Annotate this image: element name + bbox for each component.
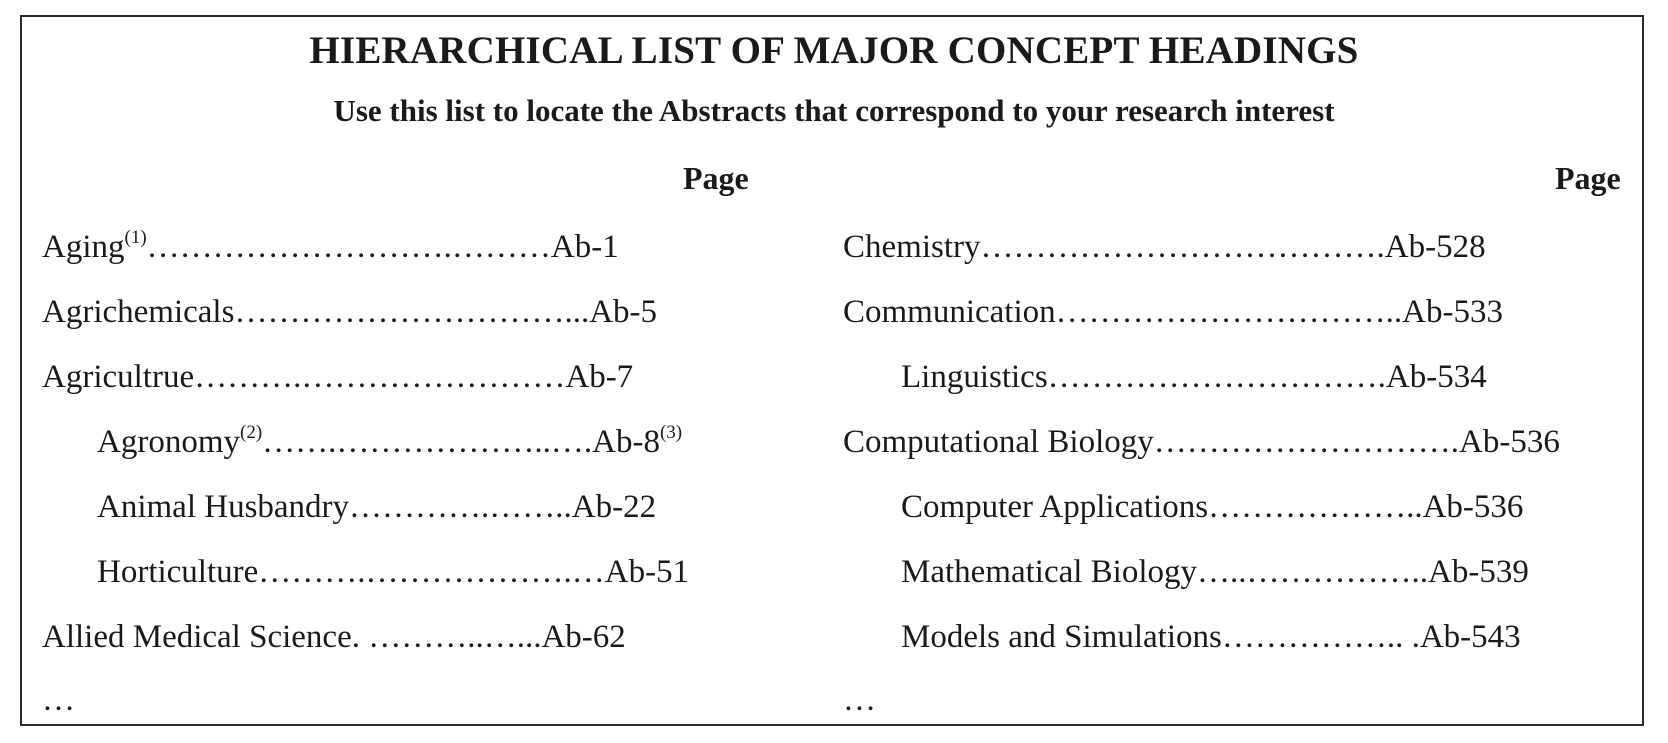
entry-communication[interactable] bbox=[843, 292, 1503, 332]
entry-computer-applications[interactable] bbox=[901, 487, 1523, 527]
entry-leader: …………………………. bbox=[1047, 359, 1386, 395]
entry-page: Ab-1 bbox=[550, 229, 619, 265]
entry-chemistry[interactable] bbox=[843, 227, 1486, 267]
entry-leader: ………………………. bbox=[1153, 424, 1459, 460]
entry-page: Ab-533 bbox=[1402, 294, 1503, 330]
entry-leader: ………………………………. bbox=[980, 229, 1385, 265]
entry-leader: …………………………... bbox=[234, 294, 590, 330]
entry-page: Ab-543 bbox=[1419, 619, 1521, 655]
entry-footnote-marker: (2) bbox=[240, 422, 263, 443]
entry-label: Mathematical Biology bbox=[901, 554, 1198, 590]
entry-leader: ……….……………….… bbox=[258, 554, 605, 590]
entry-page: Ab-8 bbox=[592, 424, 660, 460]
entry-label: Communication bbox=[843, 294, 1056, 330]
entry-page: Ab-536 bbox=[1422, 489, 1524, 525]
entry-label: Computational Biology bbox=[843, 424, 1154, 460]
page-subtitle: Use this list to locate the Abstracts that correspond to your research interest bbox=[333, 93, 1335, 128]
entry-agronomy[interactable] bbox=[97, 422, 682, 467]
entry-page: Ab-22 bbox=[571, 489, 657, 525]
entry-footnote-marker: (1) bbox=[124, 227, 147, 248]
entry-page: Ab-62 bbox=[541, 619, 626, 655]
entry-label: Linguistics bbox=[901, 359, 1048, 395]
page-title: HIERARCHICAL LIST OF MAJOR CONCEPT HEADINGS bbox=[309, 29, 1359, 72]
entry-label: Allied Medical Science. bbox=[42, 619, 360, 655]
entry-label: Chemistry bbox=[843, 229, 981, 265]
entry-linguistics[interactable] bbox=[901, 357, 1487, 397]
entry-leader: ………..…... bbox=[359, 619, 542, 655]
entry-models-and-simulations[interactable] bbox=[901, 617, 1521, 657]
left-column-continuation: … bbox=[42, 682, 75, 718]
entry-page: Ab-539 bbox=[1428, 554, 1529, 590]
entry-leader: …..…………….. bbox=[1197, 554, 1429, 590]
entry-page-footnote-marker: (3) bbox=[659, 422, 683, 443]
entry-leader: …………….. . bbox=[1221, 619, 1420, 655]
entry-label: Models and Simulations bbox=[901, 619, 1222, 655]
entry-agrichemicals[interactable] bbox=[42, 292, 657, 332]
entry-label: Agricultrue bbox=[42, 359, 195, 395]
entry-leader: ……………………….……… bbox=[146, 229, 551, 265]
entry-page: Ab-528 bbox=[1384, 229, 1486, 265]
entry-mathematical-biology[interactable] bbox=[901, 552, 1529, 592]
entry-leader: …….………………..…. bbox=[262, 424, 593, 460]
entry-page: Ab-5 bbox=[589, 294, 658, 330]
entry-leader: ……….…………………… bbox=[194, 359, 566, 395]
entry-leader: ………….…….. bbox=[349, 489, 572, 525]
right-page-column-header: Page bbox=[1555, 160, 1621, 196]
entry-page: Ab-536 bbox=[1459, 424, 1560, 460]
entry-label: Aging bbox=[42, 229, 125, 265]
entry-leader: ………………………….. bbox=[1055, 294, 1403, 330]
entry-label: Computer Applications bbox=[901, 489, 1209, 525]
entry-computational-biology[interactable] bbox=[843, 422, 1560, 462]
entry-aging[interactable] bbox=[42, 227, 619, 272]
entry-label: Agronomy bbox=[97, 424, 240, 460]
entry-label: Animal Husbandry bbox=[97, 489, 350, 525]
entry-label: Horticulture bbox=[97, 554, 259, 590]
entry-horticulture[interactable] bbox=[97, 552, 689, 592]
entry-agricultrue[interactable] bbox=[42, 357, 633, 397]
entry-label: Agrichemicals bbox=[42, 294, 235, 330]
entry-leader: ……………….. bbox=[1208, 489, 1423, 525]
entry-allied-medical-science[interactable] bbox=[42, 617, 626, 657]
left-page-column-header: Page bbox=[683, 160, 749, 196]
entry-animal-husbandry[interactable] bbox=[97, 487, 656, 527]
entry-page: Ab-7 bbox=[565, 359, 634, 395]
entry-page: Ab-51 bbox=[604, 554, 690, 590]
right-column-continuation: … bbox=[843, 682, 876, 718]
entry-page: Ab-534 bbox=[1385, 359, 1487, 395]
